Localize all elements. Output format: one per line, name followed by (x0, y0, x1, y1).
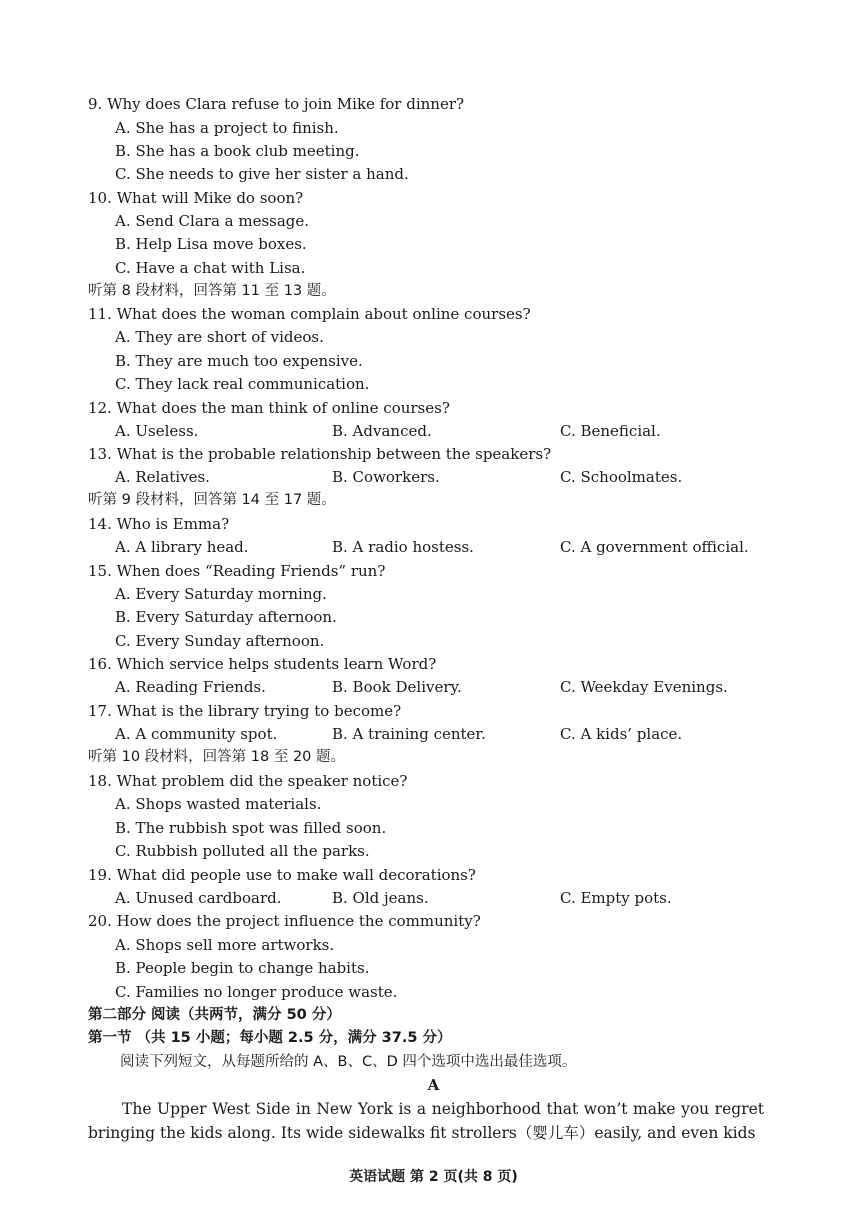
reading-instruction: 阅读下列短文，从每题所给的 A、B、C、D 四个选项中选出最佳选项。 (120, 1054, 577, 1070)
question-19-option-a: A. Unused cardboard. (115, 889, 282, 907)
question-13-option-a: A. Relatives. (115, 468, 210, 486)
question-16-option-c: C. Weekday Evenings. (560, 678, 728, 696)
section-8-instruction: 听第 8 段材料，回答第 11 至 13 题。 (88, 283, 336, 299)
page-footer: 英语试题 第 2 页(共 8 页) (349, 1169, 518, 1185)
question-12-option-b: B. Advanced. (332, 422, 432, 440)
question-10-stem: 10. What will Mike do soon? (88, 189, 304, 207)
question-11-option-c: C. They lack real communication. (115, 375, 370, 393)
question-11-option-b: B. They are much too expensive. (115, 352, 363, 370)
section-10-instruction: 听第 10 段材料，回答第 18 至 20 题。 (88, 749, 346, 765)
question-14-option-a: A. A library head. (115, 538, 249, 556)
section-1-heading: 第一节 （共 15 小题；每小题 2.5 分，满分 37.5 分） (88, 1030, 452, 1046)
question-10-option-c: C. Have a chat with Lisa. (115, 259, 306, 277)
question-16-option-b: B. Book Delivery. (332, 678, 462, 696)
question-15-option-c: C. Every Sunday afternoon. (115, 632, 325, 650)
question-19-option-c: C. Empty pots. (560, 889, 672, 907)
question-13-option-c: C. Schoolmates. (560, 468, 683, 486)
question-16-stem: 16. Which service helps students learn Word? (88, 655, 437, 673)
question-15-option-b: B. Every Saturday afternoon. (115, 608, 337, 626)
question-17-option-b: B. A training center. (332, 725, 486, 743)
question-16-option-a: A. Reading Friends. (115, 678, 266, 696)
question-18-option-a: A. Shops wasted materials. (115, 795, 322, 813)
question-15-option-a: A. Every Saturday morning. (115, 585, 327, 603)
question-18-stem: 18. What problem did the speaker notice? (88, 772, 408, 790)
question-12-option-a: A. Useless. (115, 422, 199, 440)
question-17-stem: 17. What is the library trying to become? (88, 702, 402, 720)
question-20-option-c: C. Families no longer produce waste. (115, 983, 398, 1001)
question-14-stem: 14. Who is Emma? (88, 515, 230, 533)
passage-text: The Upper West Side in New York is a neighborhood that won’t make you regret bringing the kids along. Its wide sidewalks fit strollers（婴儿车）easily, and even kids (88, 1100, 764, 1142)
question-9-option-c: C. She needs to give her sister a hand. (115, 165, 409, 183)
question-17-option-a: A. A community spot. (115, 725, 278, 743)
question-14-option-c: C. A government official. (560, 538, 749, 556)
question-13-stem: 13. What is the probable relationship between the speakers? (88, 445, 552, 463)
question-17-option-c: C. A kids’ place. (560, 725, 683, 743)
question-12-stem: 12. What does the man think of online courses? (88, 399, 450, 417)
part-2-title: 第二部分 阅读（共两节，满分 50 分） (88, 1007, 341, 1023)
question-18-option-b: B. The rubbish spot was filled soon. (115, 819, 387, 837)
question-20-option-a: A. Shops sell more artworks. (115, 936, 335, 954)
section-9-instruction: 听第 9 段材料，回答第 14 至 17 题。 (88, 492, 336, 508)
question-11-stem: 11. What does the woman complain about online courses? (88, 305, 531, 323)
question-10-option-b: B. Help Lisa move boxes. (115, 235, 307, 253)
question-9-option-b: B. She has a book club meeting. (115, 142, 360, 160)
question-11-option-a: A. They are short of videos. (115, 328, 324, 346)
question-13-option-b: B. Coworkers. (332, 468, 440, 486)
question-20-option-b: B. People begin to change habits. (115, 959, 370, 977)
passage-label: A (427, 1076, 440, 1094)
question-18-option-c: C. Rubbish polluted all the parks. (115, 842, 370, 860)
question-12-option-c: C. Beneficial. (560, 422, 661, 440)
question-15-stem: 15. When does “Reading Friends” run? (88, 562, 386, 580)
question-14-option-b: B. A radio hostess. (332, 538, 474, 556)
question-19-stem: 19. What did people use to make wall decorations? (88, 866, 476, 884)
question-9-stem: 9. Why does Clara refuse to join Mike for dinner? (88, 95, 465, 113)
question-10-option-a: A. Send Clara a message. (115, 212, 310, 230)
question-9-option-a: A. She has a project to finish. (115, 119, 339, 137)
question-20-stem: 20. How does the project influence the community? (88, 912, 481, 930)
question-19-option-b: B. Old jeans. (332, 889, 429, 907)
passage-paragraph (88, 1097, 764, 1145)
